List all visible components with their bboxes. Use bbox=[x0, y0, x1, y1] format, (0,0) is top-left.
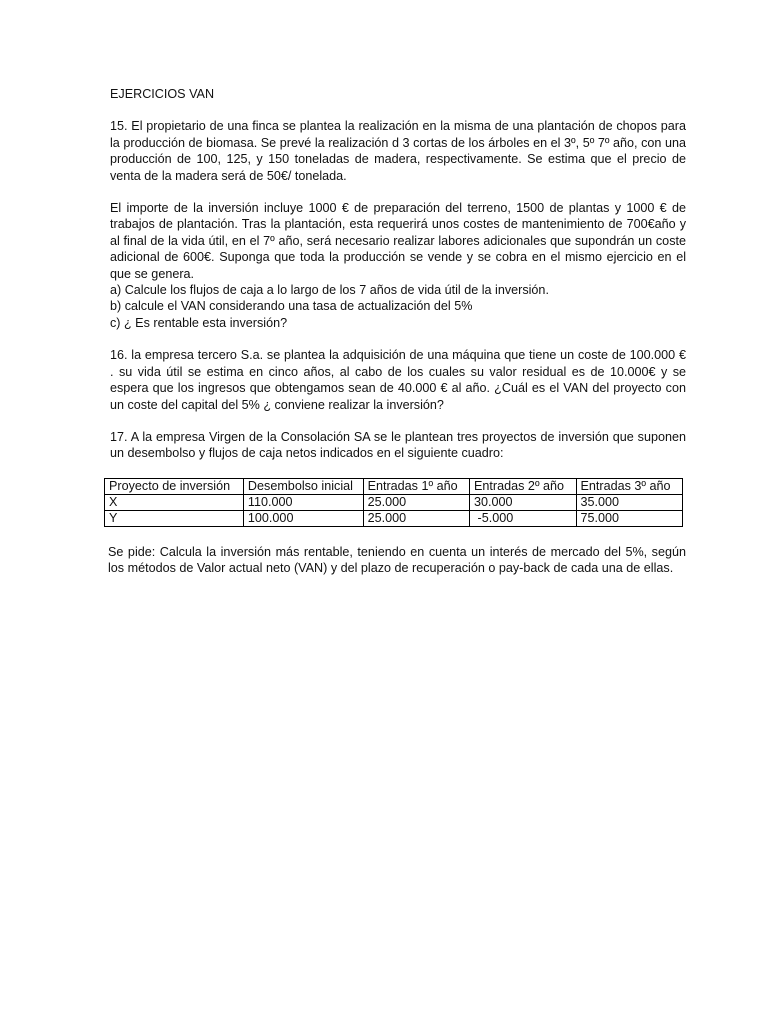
exercise-15-question-b: b) calcule el VAN considerando una tasa de actualización del 5% bbox=[110, 299, 473, 314]
investment-projects-table bbox=[104, 478, 683, 527]
exercise-17-request: Se pide: Calcula la inversión más rentable, teniendo en cuenta un interés de mercado del 5%, según los métodos de Valor actual neto (VAN) y del plazo de recuperación o pay-back de cada una de ellas. bbox=[108, 544, 686, 576]
document-page bbox=[110, 86, 686, 577]
table-header-row bbox=[105, 478, 683, 494]
table-cell: 100.000 bbox=[243, 510, 363, 526]
document-title: EJERCICIOS VAN bbox=[110, 87, 215, 101]
exercise-17-statement: 17. A la empresa Virgen de la Consolación SA se le plantean tres proyectos de inversión que suponen un desembolso y flujos de caja netos indicados en el siguiente cuadro: bbox=[110, 429, 686, 461]
table-header-cell: Proyecto de inversión bbox=[105, 478, 244, 494]
exercise-16-statement: 16. la empresa tercero S.a. se plantea la adquisición de una máquina que tiene un coste de 100.000 € . su vida útil se estima en cinco años, al cabo de los cuales su valor residual es de 10.000€ y se espera que los ingresos que obtengamos sean de 40.000 € al año. ¿Cuál es el VAN del proyecto con un coste del capital del 5% ¿ conviene realizar la inversión? bbox=[110, 348, 686, 412]
table-header-cell: Desembolso inicial bbox=[243, 478, 363, 494]
table-cell: 35.000 bbox=[576, 494, 683, 510]
exercise-15-question-a: a) Calcule los flujos de caja a lo largo de los 7 años de vida útil de la inversión. bbox=[110, 283, 549, 298]
spacer bbox=[110, 184, 686, 200]
exercise-15-question-c: c) ¿ Es rentable esta inversión? bbox=[110, 315, 288, 330]
table-cell: 75.000 bbox=[576, 510, 683, 526]
table-cell: 25.000 bbox=[363, 494, 469, 510]
spacer bbox=[110, 331, 686, 347]
exercise-15-statement: 15. El propietario de una finca se plantea la realización en la misma de una plantación de chopos para la producción de biomasa. Se prevé la realización d 3 cortas de los árboles en el 3º, 5º 7º año, con una producción de 100, 125, y 150 toneladas de madera, respectivamente. Se estima que el precio de venta de la madera será de 50€/ tonelada. bbox=[110, 119, 686, 183]
table-cell: 30.000 bbox=[470, 494, 576, 510]
spacer bbox=[110, 413, 686, 429]
table-cell: Y bbox=[105, 510, 244, 526]
table-header-cell: Entradas 3º año bbox=[576, 478, 683, 494]
table-row bbox=[105, 494, 683, 510]
table-header-cell: Entradas 1º año bbox=[363, 478, 469, 494]
table-cell: 110.000 bbox=[243, 494, 363, 510]
table-cell: X bbox=[105, 494, 244, 510]
table-row bbox=[105, 510, 683, 526]
table-cell: -5.000 bbox=[470, 510, 576, 526]
exercise-15-details: El importe de la inversión incluye 1000 € de preparación del terreno, 1500 de plantas y 1000 € de trabajos de plantación. Tras la plantación, esta requerirá unos costes de mantenimiento de 700€año y al final de la vida útil, en el 7º año, será necesario realizar labores adicionales que supondrán un coste adicional de 600€. Suponga que toda la producción se vende y se cobra en el mismo ejercicio en el que se genera. bbox=[110, 201, 686, 281]
table-cell: 25.000 bbox=[363, 510, 469, 526]
table-header-cell: Entradas 2º año bbox=[470, 478, 576, 494]
